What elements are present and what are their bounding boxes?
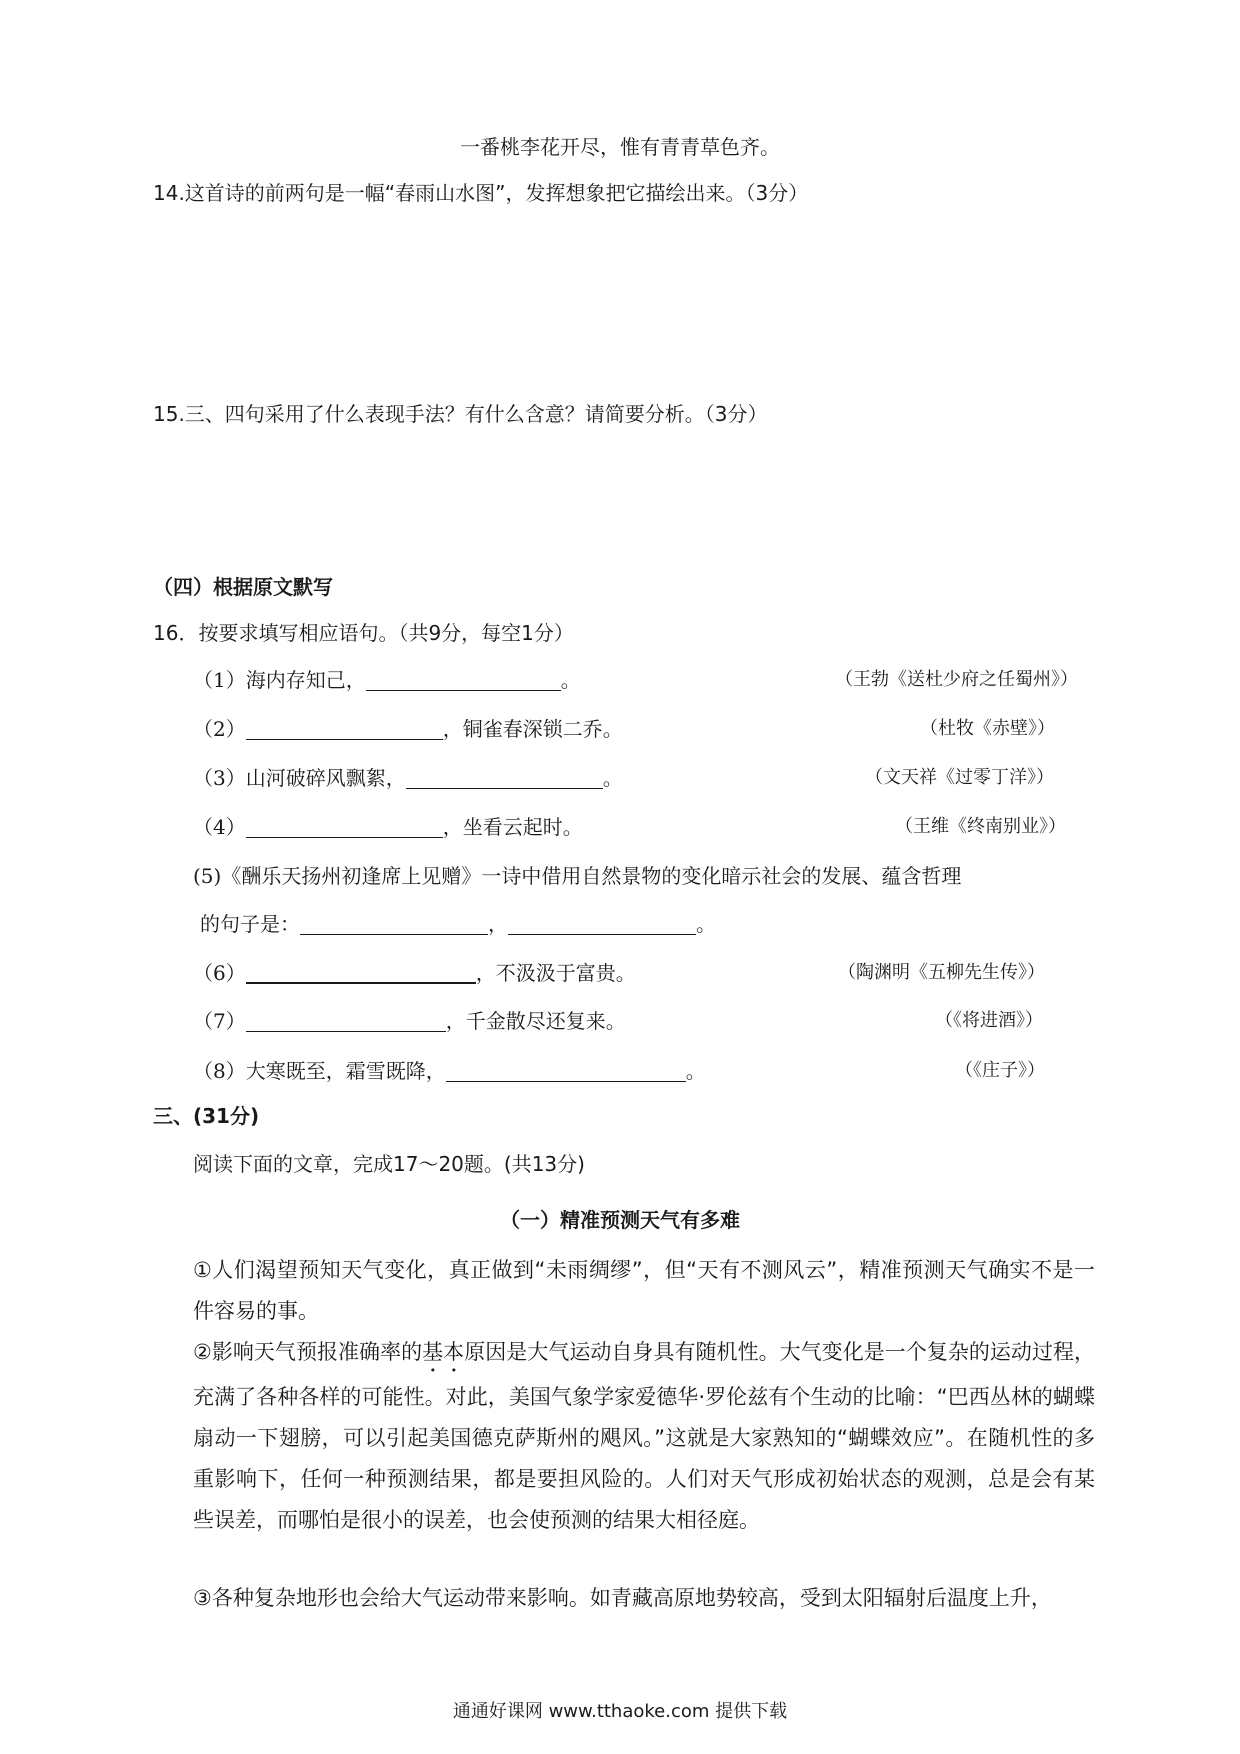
- fill-num: （8）: [193, 1059, 246, 1083]
- fill-item-6: [193, 960, 636, 986]
- section-4-title: （四）根据原文默写: [153, 575, 333, 599]
- fill-num: （1）: [193, 668, 246, 692]
- fill-item-2: [193, 716, 623, 742]
- answer-blank[interactable]: [246, 719, 443, 740]
- fill-after: ，不汲汲于富贵。: [475, 961, 636, 985]
- fill-before: 海内存知己，: [245, 668, 366, 692]
- article-paragraph-3: [193, 1578, 1095, 1619]
- paragraph-text: ③各种复杂地形也会给大气运动带来影响。如青藏高原地势较高，受到太阳辐射后温度上升，: [193, 1586, 1052, 1610]
- fill-source-7: （《将进酒》）: [935, 1010, 1043, 1031]
- part-3-instruction: 阅读下面的文章，完成17～20题。(共13分): [193, 1152, 585, 1176]
- fill-num: （3）: [193, 766, 246, 790]
- answer-blank[interactable]: [246, 817, 443, 838]
- article-paragraph-1: [193, 1250, 1095, 1332]
- article-paragraph-2: [193, 1332, 1095, 1541]
- paragraph-text-b: 原因是大气运动自身具有随机性。大气变化是一个复杂的运动过程，充满了各种各样的可能性。对此，美国气象学家爱德华·罗伦兹有个生动的比喻：“巴西丛林的蝴蝶扇动一下翅膀，可以引起美国德克萨斯州的飓风。”这就是大家熟知的“蝴蝶效应”。在随机性的多重影响下，任何一种预测结果，都是要担风险的。人们对天气形成初始状态的观测，总是会有某些误差，而哪怕是很小的误差，也会使预测的结果大相径庭。: [193, 1340, 1096, 1532]
- fill-before: 大寒既至，霜雪既降，: [245, 1059, 446, 1083]
- answer-blank[interactable]: [246, 962, 476, 984]
- page-footer: 通通好课网 www.tthaoke.com 提供下载: [452, 1701, 788, 1722]
- fill-source-6: （陶渊明《五柳先生传》）: [838, 962, 1045, 983]
- fill-item-8: [193, 1058, 706, 1084]
- emphasis-dotted-word: 基本: [422, 1340, 465, 1364]
- answer-blank[interactable]: [300, 914, 488, 935]
- fill-after: ，千金散尽还复来。: [445, 1009, 626, 1033]
- fill-num: （4）: [193, 815, 246, 839]
- fill-source-3: （文天祥《过零丁洋》）: [865, 767, 1054, 788]
- answer-blank[interactable]: [406, 768, 603, 789]
- answer-blank[interactable]: [508, 914, 696, 935]
- fill-after: 。: [685, 1059, 706, 1083]
- fill-comma: ，: [488, 912, 508, 936]
- fill-source-2: （杜牧《赤壁》）: [920, 718, 1055, 739]
- fill-end: 。: [696, 912, 716, 936]
- fill-before: 山河破碎风飘絮，: [245, 766, 406, 790]
- poem-last-line: 一番桃李花开尽，惟有青青草色齐。: [460, 135, 780, 159]
- part-3-title: 三、(31分): [153, 1104, 260, 1128]
- answer-blank[interactable]: [246, 1011, 446, 1032]
- question-15: 15.三、四句采用了什么表现手法？有什么含意？请简要分析。（3分）: [153, 402, 768, 426]
- fill-prefix: 的句子是：: [200, 912, 300, 936]
- fill-after: 。: [560, 668, 581, 692]
- paragraph-text-a: ②影响天气预报准确率的: [193, 1340, 423, 1364]
- fill-num: （7）: [193, 1009, 246, 1033]
- fill-source-1: （王勃《送杜少府之任蜀州》）: [835, 669, 1078, 690]
- answer-blank[interactable]: [366, 670, 561, 691]
- question-16: 16．按要求填写相应语句。（共9分，每空1分）: [153, 621, 574, 645]
- fill-item-5-line2: [200, 911, 716, 937]
- fill-item-4: [193, 814, 583, 840]
- fill-num: （2）: [193, 717, 246, 741]
- fill-after: 。: [602, 766, 623, 790]
- fill-item-7: [193, 1008, 626, 1034]
- fill-source-4: （王维《终南别业》）: [895, 816, 1066, 837]
- fill-item-3: [193, 765, 623, 791]
- fill-after: ，铜雀春深锁二乔。: [442, 717, 623, 741]
- fill-num: （6）: [193, 961, 246, 985]
- answer-blank[interactable]: [446, 1061, 686, 1082]
- paragraph-text: ①人们渴望预知天气变化，真正做到“未雨绸缪”，但“天有不测风云”，精准预测天气确实不是一件容易的事。: [193, 1258, 1095, 1323]
- question-14: 14.这首诗的前两句是一幅“春雨山水图”，发挥想象把它描绘出来。（3分）: [153, 181, 809, 205]
- fill-item-1: [193, 667, 581, 693]
- article-title: （一）精准预测天气有多难: [500, 1208, 740, 1232]
- fill-item-5-line1: (5)《酬乐天扬州初逢席上见赠》一诗中借用自然景物的变化暗示社会的发展、蕴含哲理: [193, 864, 962, 888]
- fill-after: ，坐看云起时。: [442, 815, 583, 839]
- fill-source-8: （《庄子》）: [955, 1060, 1045, 1081]
